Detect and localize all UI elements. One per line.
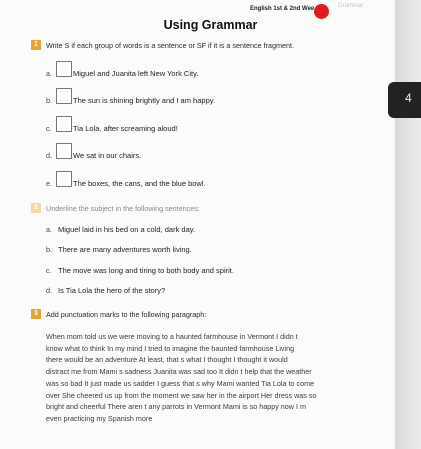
item-letter: d. xyxy=(46,286,52,295)
paragraph-line: was so bad It just made us sadder I guess that s why Mami wanted Tia Lola to come xyxy=(46,378,315,388)
section-2-instruction: Underline the subject in the following sentences: xyxy=(46,204,200,213)
section-1-instruction: Write S if each group of words is a sentence or SF if it is a sentence fragment. xyxy=(46,41,294,50)
sentence-d: We sat in our chairs. xyxy=(73,151,142,160)
red-dot-marker xyxy=(314,4,329,19)
subject-sentence-c: The move was long and tiring to both body and spirit. xyxy=(58,266,234,275)
item-letter: a. xyxy=(46,225,52,234)
page-edge xyxy=(395,0,421,449)
subject-sentence-d: Is Tia Lola the hero of the story? xyxy=(58,286,166,295)
section-3-instruction: Add punctuation marks to the following paragraph: xyxy=(46,310,207,319)
subject-sentence-a: Miguel laid in his bed on a cold, dark day. xyxy=(58,225,196,234)
section-3-number: 3 xyxy=(31,309,41,319)
answer-box-e[interactable] xyxy=(56,171,72,187)
page-tab[interactable] xyxy=(388,82,421,118)
week-label: English 1st & 2nd Wee xyxy=(250,6,315,12)
section-1-number: 1 xyxy=(31,40,41,50)
sentence-a: Miguel and Juanita left New York City. xyxy=(73,69,199,78)
paragraph-line: When mom told us we were moving to a haunted farmhouse in Vermont I didn t xyxy=(46,332,298,341)
item-letter: e. xyxy=(46,179,52,188)
paragraph-line: there would be an adventure At least, that s what I thought I thought it would xyxy=(46,355,288,365)
page-title: Using Grammar xyxy=(163,18,258,32)
item-letter: c. xyxy=(46,266,52,275)
item-letter: d. xyxy=(46,151,52,160)
paragraph-line: distract me from Mami s sadness Juanita was sad too It didn t help that the weather xyxy=(46,367,312,377)
item-letter: c. xyxy=(46,124,52,133)
sentence-c: Tia Lola, after screaming aloud! xyxy=(73,124,178,133)
sentence-e: The boxes, the cans, and the blue bowl. xyxy=(73,179,206,188)
paragraph-line: bright and cheerful There aren t any parrots in Vermont Mami is so happy now I m xyxy=(46,402,306,412)
answer-box-a[interactable] xyxy=(56,61,72,77)
item-letter: a. xyxy=(46,69,52,78)
page-tab-label: 4 xyxy=(405,91,412,105)
item-letter: b. xyxy=(46,245,52,254)
answer-box-b[interactable] xyxy=(56,88,72,104)
paragraph-line: even practicing my Spanish more xyxy=(46,413,153,423)
answer-box-d[interactable] xyxy=(56,143,72,159)
paragraph-line: over She cheered us up from the moment we saw her in the airport Her dress was so xyxy=(46,390,317,400)
paragraph-line: know what to think In my mind I tried to imagine the haunted farmhouse Living xyxy=(46,343,295,353)
punctuation-paragraph xyxy=(46,331,386,425)
subject-sentence-b: There are many adventures worth living. xyxy=(58,245,192,254)
faint-header-text: Grammar xyxy=(338,3,364,9)
section-2-number: 2 xyxy=(31,203,41,213)
answer-box-c[interactable] xyxy=(56,116,72,132)
sentence-b: The sun is shining brightly and I am happy. xyxy=(73,96,216,105)
item-letter: b. xyxy=(46,96,52,105)
